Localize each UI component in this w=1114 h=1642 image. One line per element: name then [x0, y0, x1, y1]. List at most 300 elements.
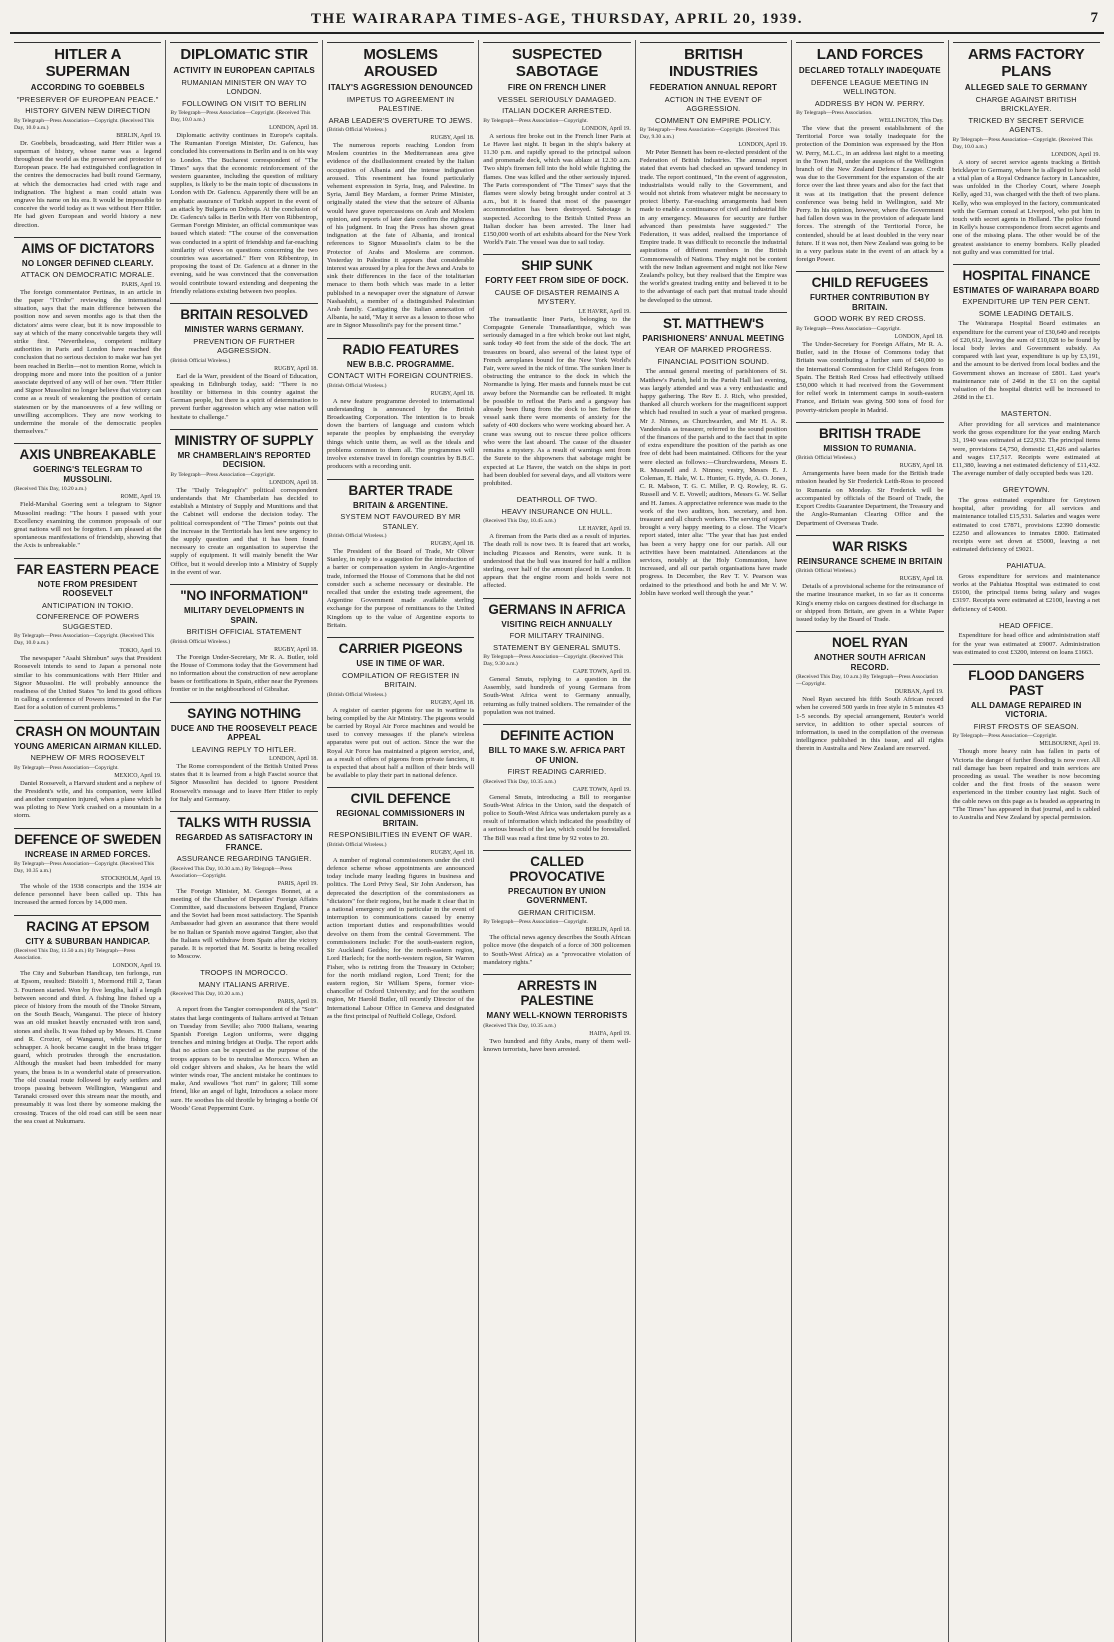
article — [953, 561, 1100, 614]
article — [327, 338, 474, 472]
article-body: A report from the Tangier correspondent of the "Soir" states that large contingents of Italians arrived at Tetuan on Tuesday from Seville; also 7000 Italians, wearing Spanish Foreign Legion uniforms, were digging trenches and mining bridges at Oudja. The report adds that no action can be expected as the purpose of the troops appears to be to neutralise Morocco. When an old codger shivers and shakes, As he hears the wild winter winds roar, The ancient mistake he continues to make, And swallows "hot rum" in galore; Till some friend, like an angel of light, Introduces a solace more sure. He soothes his old throttle by bringing a bottle Of Woods' Great Peppermint Cure. — [170, 1006, 318, 1112]
article-deck: FEDERATION ANNUAL REPORT — [649, 83, 778, 92]
wire-credit: By Telegraph—Press Association—Copyright. (Received This Day, 10.0 a.m.) — [14, 633, 155, 647]
dateline: RUGBY, April 18. — [430, 849, 475, 856]
article-body: The newspaper "Asahi Shimbun" says that President Roosevelt intends to send to Japan a personal note similar to his communications with Herr Hitler and Signor Mussolini. He will probably announce the readiness of the United States "to lend its good offices in calling a conference of Powers interested in the Far East for a solution of current problems." — [14, 655, 162, 712]
wire-credit: (Received This Day, 10.20 a.m.) — [170, 991, 243, 998]
article-headline: HITLER A SUPERMAN — [45, 46, 130, 80]
article — [483, 974, 630, 1054]
dateline: RUGBY, April 18. — [430, 390, 475, 397]
article-headline: BRITISH INDUSTRIES — [668, 46, 758, 80]
article-body: Noel Ryan secured his fifth South African record when he covered 500 yards in free style in 5 minutes 43 1-5 seconds. By special arrangement, Reuter's world service, in addition to other special sources of information, is used in the compilation of the overseas intelligence published in this issue, and all rights therein in Australia and New Zealand are reserved. — [796, 696, 944, 753]
headline-rule — [170, 42, 317, 43]
article — [14, 237, 161, 437]
article-body: The foreign commentator Pertinax, in an article in the paper "l'Ordre" reviewing the international situation, says that the main difference between the position now and seven months ago is that then the dictators' aims were clear, but it is now impossible to say at which of the many conceivable targets they will strike first. "Nevertheless, competent military authorities in Paris and London have reached the conclusion that no serious decision to make war has yet been reached in Berlin—not to mention Rome, which is dropping more and more into the position of a junior associate deprived of any will of her own. "Herr Hitler and Signor Mussolini no longer believe that victory can come as a result of weakening the position of certain statesmen or by the manoeuvres of a few willing or unwilling accomplices. They are now working to undermine the morale of the democratic peoples themselves." — [14, 288, 162, 436]
article-deck: COMMENT ON EMPIRE POLICY. — [654, 115, 772, 125]
dateline: RUGBY, April 18. — [274, 646, 318, 653]
article-deck: BRITISH OFFICIAL STATEMENT — [186, 627, 302, 637]
article-body: Though more heavy rain has fallen in parts of Victoria the danger of further flooding is now over. All rail damage has been repaired and train services are proceeding as usual. The weather is now becoming colder and the first frosts of the season were experienced in the timber country last night. Such of the cable news on this page as is headed as appearing in "The Times" has appeared in that journal, and is cabled to Australia and New Zealand by special permission. — [952, 748, 1100, 822]
masthead-title: THE WAIRARAPA TIMES-AGE, THURSDAY, APRIL 20, 1939. — [310, 11, 804, 27]
article — [640, 312, 787, 598]
article — [170, 968, 317, 1113]
article-deck: REINSURANCE SCHEME IN BRITAIN — [797, 556, 943, 566]
article — [953, 409, 1100, 478]
wire-credit: By Telegraph—Press Association—Copyright. (Received This Day, 10.35 a.m.) — [14, 861, 155, 875]
article — [327, 42, 474, 331]
article-deck: MASTERTON. — [1001, 409, 1052, 419]
headline-rule — [14, 443, 161, 444]
news-column-5 — [636, 40, 792, 1642]
article-deck: CONTACT WITH FOREIGN COUNTRIES. — [327, 371, 474, 381]
article-deck: HISTORY GIVEN NEW DIRECTION — [25, 106, 151, 115]
article — [483, 850, 630, 967]
article-body: Mr Peter Bennett has been re-elected president of the Federation of British Industries. The annual report stated that events had checked an upward tendency in trade. The report continued, "In the event of aggression, industrialists would rally to the Government, and would not shrink from whatever might be necessary to protect liberty. Far-reaching arrangements had been made to enable a continuance of civil and industrial life in any emergency. Measures for security are further advanced than pessimists have suggested." The Federation, it was added, realised the importance of Empire trade. It was difficult to reconcile the industrial aspirations of different members in the British Commonwealth of Nations. They might not be content with the new Indian agreement and might not like New Zealand's policy, but they realised that the Empire was the world's greatest trading entity and believed it to be to the advantage of each part that mutual trade should be developed to the utmost. — [639, 149, 788, 304]
article — [170, 584, 317, 695]
article-deck: PARISHIONERS' ANNUAL MEETING — [642, 333, 785, 343]
dateline: LONDON, April 19. — [581, 125, 631, 132]
article-deck: FOLLOWING ON VISIT TO BERLIN — [181, 98, 307, 108]
article — [953, 621, 1100, 657]
article-headline: CIVIL DEFENCE — [350, 791, 451, 807]
masthead — [10, 6, 1104, 34]
article-headline: TALKS WITH RUSSIA — [177, 815, 311, 831]
article-headline: FAR EASTERN PEACE — [16, 561, 159, 577]
article-deck: GOERING'S TELEGRAM TO MUSSOLINI. — [32, 465, 143, 484]
headline-rule — [953, 42, 1100, 43]
wire-credit: By Telegraph—Press Association—Copyright. — [483, 919, 588, 926]
article-body: After providing for all services and maintenance work the gross expenditure for the year ending March 31, 1940 was estimated at £22,932. The principal items were, provisions £4,750, domestic £1,426 and salaries and wages £17,517. Receipts were estimated at £11,380, leaving a net estimated deficiency of £11,432. The average number of daily occupied beds was 120. — [952, 420, 1100, 478]
dateline: BERLIN, April 19. — [116, 132, 162, 139]
headline-rule — [796, 535, 943, 536]
headline-rule — [953, 664, 1100, 665]
wire-credit: By Telegraph—Press Association—Copyright. — [952, 733, 1058, 740]
article-headline: HOSPITAL FINANCE — [962, 267, 1091, 283]
article-deck: ANTICIPATION IN TOKIO. — [42, 600, 134, 610]
article — [14, 558, 161, 713]
wire-credit: By Telegraph—Press Association—Copyright. — [170, 471, 276, 478]
article-headline: SHIP SUNK — [521, 258, 593, 274]
article-deck: ADDRESS BY HON W. PERRY. — [814, 98, 925, 108]
article-body: The official news agency describes the South African police move (the despatch of a force of 300 policemen to South-West Africa) as a "provocative violation of mandatory rights." — [483, 934, 631, 966]
dateline: MELBOURNE, April 19. — [1039, 741, 1100, 748]
article-deck: TROOPS IN MOROCCO. — [200, 968, 289, 978]
wire-credit: (British Official Wireless.) — [326, 127, 387, 133]
article-body: The "Daily Telegraph's" political correspondent understands that Mr Chamberlain has decided to establish a Ministry of Supply and Munitions and that the Cabinet will endorse the decision today. The political correspondent of "The Times" points out that the increase in the Territorials has lent new urgency to the supply question and that it has been found necessary to create an organisation to supervise the supply of equipment. It will mainly benefit the War Office, but it would develop into a Ministry of Supply in the event of war. — [170, 486, 318, 576]
article-headline: GERMANS IN AFRICA — [488, 601, 626, 617]
article-body: A register of carrier pigeons for use in wartime is being compiled by the Air Ministry. The pigeons would be carried by Royal Air Force machines and would be used to convey messages if the plane's wireless apparatus were put out of action. Since the war the Royal Air Force has maintained a pigeon service, and, as a result of offers of pigeons from private fanciers, it is expected that about half a million of their birds will be available to play their part in national defence. — [326, 706, 475, 780]
article-deck: MANY ITALIANS ARRIVE. — [198, 979, 290, 989]
article — [953, 264, 1100, 403]
article-deck: REGIONAL COMMISSIONERS IN BRITAIN. — [336, 809, 465, 828]
article-deck: FORTY FEET FROM SIDE OF DOCK. — [485, 276, 629, 286]
article-deck: FURTHER CONTRIBUTION BY BRITAIN. — [809, 293, 930, 312]
news-column-4 — [479, 40, 635, 1642]
dateline: CAPE TOWN, April 19. — [572, 669, 631, 676]
article — [483, 724, 630, 843]
article-headline: NOEL RYAN — [831, 635, 908, 651]
article-headline: ARRESTS IN PALESTINE — [517, 978, 597, 1009]
article — [327, 479, 474, 631]
article-deck: NEPHEW OF MRS ROOSEVELT — [30, 753, 145, 763]
wire-credit: (Received This Day, 10.35 a.m.) — [483, 778, 556, 785]
article-deck: MR CHAMBERLAIN'S REPORTED DECISION. — [177, 450, 311, 470]
article-deck: GERMAN CRITICISM. — [518, 907, 596, 917]
dateline: LONDON, April 19. — [1051, 151, 1100, 158]
dateline: CAPE TOWN, April 19. — [572, 786, 631, 793]
wire-credit: By Telegraph—Press Association—Copyright. — [796, 325, 901, 332]
headline-rule — [327, 637, 474, 638]
article-headline: WAR RISKS — [832, 538, 908, 554]
article-headline: BARTER TRADE — [348, 482, 453, 498]
article-deck: ESTIMATES OF WAIRARAPA BOARD — [953, 285, 1100, 295]
headline-rule — [327, 338, 474, 339]
headline-rule — [327, 42, 474, 43]
dateline: LE HAVRE, April 19. — [578, 308, 631, 315]
article-headline: ST. MATTHEW'S — [662, 315, 764, 331]
article-headline: CHILD REFUGEES — [811, 275, 929, 291]
article-deck: NOTE FROM PRESIDENT ROOSEVELT — [37, 579, 138, 599]
article-deck: HEAVY INSURANCE ON HULL. — [501, 506, 613, 516]
wire-credit: (Received This Day, 11.50 a.m.) By Telegraph—Press Association. — [14, 948, 136, 962]
article — [14, 915, 161, 1126]
columns-container — [10, 40, 1104, 1642]
headline-rule — [483, 598, 630, 599]
article-body: Arrangements have been made for the British trade mission headed by Sir Frederick Leith-Ross to proceed to Rumania on Monday. Sir Frederick will be accompanied by officials of the Board of Trade, the Export Credits Guarantee Department, the Treasury and the Anglo-Rumanian Clearing Office and the Department of Overseas Trade. — [796, 470, 944, 527]
article-deck: DUCE AND THE ROOSEVELT PEACE APPEAL — [170, 723, 318, 743]
article-body: Gross expenditure for services and maintenance works at the Pahiatua Hospital was estimated to cost £6100, the principal items being salary and wages £3197. Receipts were estimated at £2100, leaving a net deficiency of £4000. — [952, 572, 1100, 613]
dateline: STOCKHOLM, April 19. — [100, 876, 162, 883]
article-deck: ALLEGED SALE TO GERMANY — [964, 83, 1088, 92]
article-body: A number of regional commissioners under the civil defence scheme whose appointments are announced today include many leading figures in business and politics. The Lord Privy Seal, Sir John Anderson, has deprecated the description of the commissioners as "dictators" for their regions, but he made it clear that in a national emergency and in particular in the event of interruption to communications caused by enemy action important duties and responsibilities would devolve on them from the central Government. The commissioners include: For the south-eastern region, Sir Auckland Geddes; for the north-eastern region, Lord Harlech; for the north-western region, Sir Warren Fisher, who is retiring from the Treasury in October; for the north midland region, Lord Trent; for the eastern region, Sir William Spens, former vice-chancellor of Oxford University; and for the southern region, Mr Harold Butler, till recently Director of the International Labour Office in Geneva and designated as the first principal of Nuffield College, Oxford. — [326, 856, 475, 1020]
dateline: RUGBY, April 18. — [430, 541, 475, 547]
wire-credit: (Received This Day, 10.20 a.m.) — [14, 486, 87, 493]
wire-credit: (Received This Day, 10.35 a.m.) — [483, 1022, 556, 1029]
headline-rule — [483, 850, 630, 851]
article-headline: CRASH ON MOUNTAIN — [15, 723, 160, 739]
article-deck: INCREASE IN ARMED FORCES. — [24, 849, 151, 859]
article — [327, 637, 474, 780]
wire-credit: (British Official Wireless.) — [170, 357, 231, 364]
article-headline: FLOOD DANGERS PAST — [968, 667, 1085, 698]
article-headline: BRITISH TRADE — [818, 425, 921, 441]
headline-rule — [796, 422, 943, 423]
article — [14, 828, 161, 908]
article-deck: VESSEL SERIOUSLY DAMAGED. — [497, 94, 617, 104]
article — [483, 598, 630, 718]
article-headline: AIMS OF DICTATORS — [21, 240, 155, 256]
article — [953, 42, 1100, 257]
article-deck: PAHIATUA. — [1006, 561, 1047, 571]
article-deck: FIRST FROSTS OF SEASON. — [973, 721, 1079, 731]
article-deck: FIRE ON FRENCH LINER — [507, 83, 607, 92]
article-deck: ANOTHER SOUTH AFRICAN RECORD. — [813, 653, 926, 672]
article-headline: DEFINITE ACTION — [500, 728, 614, 744]
article-deck: GREYTOWN. — [1002, 485, 1050, 495]
article-body: Expenditure for head office and administration staff for the year was estimated at £9007. Administration was estimated to cost £3200, interest on loans £1663. — [952, 632, 1100, 656]
article-deck: ITALIAN DOCKER ARRESTED. — [502, 106, 612, 115]
wire-credit: By Telegraph—Press Association. — [796, 110, 873, 116]
headline-rule — [170, 429, 317, 430]
wire-credit: By Telegraph—Press Association—Copyright. (Received This Day, 9.30 a.m.) — [483, 654, 624, 668]
article-body: The view that the present establishment of the Territorial Force was totally inadequate for the protection of the Dominion was expressed by the Hon W. Perry, M.L.C., in an address last night to a meeting in the Town Hall, under the auspices of the Wellington branch of the New Zealand Defence League. Credit was due to the Government for the expansion of the air force over the last three years and also for the fact that it was at its instigation that the present defence conference was being held in Wellington, said Mr Perry. In his opinion, however, where the Government had fallen down was in the provision of adequate land forces. The strength of the Territorial Force, he contended, should be at least doubled in the very near future. If it was not, then New Zealand was going to be in a very parlous state in the event of an attack by a foreign Power. — [796, 125, 944, 264]
article-body: The President of the Board of Trade, Mr Oliver Stanley, in reply to a suggestion for the introduction of a barter or compensation system in Anglo-Argentine trade, informed the House of Commons that he did not consider such a scheme necessary or desirable. He recalled that under the existing trade agreement, the Argentine Government made available sterling exchange for the purpose of remittances to the United Kingdom up to the value of Argentine exports to Britain. — [326, 548, 475, 629]
headline-rule — [170, 702, 317, 703]
article-deck: REGARDED AS SATISFACTORY IN FRANCE. — [175, 833, 313, 852]
headline-rule — [640, 312, 787, 313]
article — [796, 422, 943, 528]
article — [483, 42, 630, 247]
dateline: RUGBY, April 18. — [899, 463, 944, 470]
headline-rule — [327, 479, 474, 480]
article-deck: SYSTEM NOT FAVOURED BY MR STANLEY. — [340, 512, 461, 531]
article — [796, 535, 943, 625]
article-deck: DEATHROLL OF TWO. — [516, 495, 598, 505]
article — [483, 254, 630, 488]
article-deck: IMPETUS TO AGREEMENT IN PALESTINE. — [346, 94, 455, 113]
headline-rule — [14, 42, 161, 43]
headline-rule — [483, 724, 630, 725]
dateline: BERLIN, April 18. — [585, 927, 631, 934]
article-body: A story of secret service agents tracking a British bricklayer to Germany, where he is alleged to have sold a vital plan of a Royal Ordnance factory in Lancashire, was unfolded in the Chorley Court, where Joseph Kelly, aged 31, was charged with the theft of two plans. Kelly, who was employed in the factory, communicated with the German consul at Liverpool, who put him in touch with secret agents in Holland. The police found in Kelly's house correspondence from secret agents and one of the missing plans. The other would be of the greatest assistance to enemy bombers. Kelly pleaded not guilty and was committed for trial. — [952, 158, 1100, 256]
dateline: TOKIO, April 19. — [119, 648, 162, 655]
article — [483, 495, 630, 590]
article-deck: ACCORDING TO GOEBBELS — [30, 83, 145, 92]
article-body: The whole of the 1938 conscripts and the 1934 air defence personnel have been called up. This has increased the armed forces by 14,000 men. — [14, 883, 162, 907]
article-deck: COMPILATION OF REGISTER IN BRITAIN. — [341, 670, 460, 690]
article — [796, 631, 943, 753]
article-headline: MOSLEMS AROUSED — [363, 46, 438, 80]
dateline: HAIFA, April 19. — [589, 1030, 631, 1037]
headline-rule — [14, 720, 161, 721]
article-deck: PRECAUTION BY UNION GOVERNMENT. — [508, 886, 606, 906]
article-deck: ITALY'S AGGRESSION DENOUNCED — [328, 83, 473, 92]
dateline: PARIS, April 19. — [121, 281, 162, 288]
article — [640, 42, 787, 305]
article-deck: HEAD OFFICE. — [999, 620, 1054, 630]
page-number: 7 — [1090, 10, 1098, 26]
article — [170, 429, 317, 577]
article-deck: YOUNG AMERICAN AIRMAN KILLED. — [14, 741, 162, 751]
article — [170, 811, 317, 961]
article-deck: FOR MILITARY TRAINING. — [509, 631, 605, 641]
article-deck: EXPENDITURE UP TEN PER CENT. — [962, 297, 1091, 307]
headline-rule — [170, 303, 317, 304]
article-deck: ATTACK ON DEMOCRATIC MORALE. — [21, 270, 155, 280]
wire-credit: By Telegraph—Press Association—Copyright. — [483, 117, 588, 124]
dateline: MEXICO, April 19. — [114, 772, 162, 779]
article-headline: BRITAIN RESOLVED — [180, 307, 308, 323]
article-body: The transatlantic liner Paris, belonging to the Compagnie Generale Transatlantique, which was seriously damaged in a fire which broke out last night, sank today 40 feet from the side of the dock. The art treasures on board, also several of the latest type of French aeroplanes bound for the New York World's Fair, were saved in the nick of time. The sunken liner is obstructing the entrance to the dock in which the Normandie is lying. Her masts and funnels must be cut away before the Normandie can be refloated. It might be possible to refloat the Paris and a gangway has already been flung from the dock to her. Before the vessel sank there were moments of anxiety for the safety of 400 dockers who were working aboard her. A crane was swung out to rescue three police officers who were the last aboard. The cause of the disaster remains a mystery. As a result of warnings sent from the Surete to the shipowners that sabotage might be expected at Le Havre, the watch on the ships in port had been doubled for several days, and all visitors were prohibited. — [483, 315, 631, 487]
headline-rule — [483, 254, 630, 255]
dateline: RUGBY, April 18. — [899, 576, 944, 583]
dateline: PARIS, April 19. — [277, 880, 318, 887]
article-deck: YEAR OF MARKED PROGRESS. — [654, 345, 772, 355]
dateline: LONDON, April 19. — [112, 963, 162, 970]
dateline: WELLINGTON, This Day. — [879, 118, 944, 124]
article-deck: ACTIVITY IN EUROPEAN CAPITALS — [173, 66, 315, 75]
article-body: General Smuts, replying to a question in the Assembly, said hundreds of young Germans from South-West Africa went to Germany annually, returning as fully trained soldiers. The remainder of the population was not trained. — [483, 676, 631, 716]
article-body: The Foreign Under-Secretary, Mr R. A. Butler, told the House of Commons today that the Government had no information about the construction of new aeroplane bases or fortifications in Spain, either near the Pyrenees frontier or in the neighbourhood of Gibraltar. — [170, 653, 318, 694]
article-deck: ARAB LEADER'S OVERTURE TO JEWS. — [328, 115, 473, 125]
article-deck: FINANCIAL POSITION SOUND. — [657, 356, 770, 366]
article — [953, 485, 1100, 554]
article-headline: DIPLOMATIC STIR — [180, 46, 308, 63]
article — [14, 42, 161, 230]
dateline: LONDON, April 18. — [269, 125, 318, 131]
wire-credit: (Received This Day, 10.45 a.m.) — [483, 518, 556, 525]
article-headline: RACING AT EPSOM — [26, 918, 150, 934]
article-body: A new feature programme devoted to international understanding is announced by the British Broadcasting Corporation. The intention is to break down the barriers of language and custom which separate the peoples by emphasising the everyday things which unite them, as well as the ideals and problems common to them all. The programmes will involve extensive travel in foreign countries by B.B.C. producers with a recording unit. — [326, 397, 475, 471]
headline-rule — [483, 974, 630, 975]
wire-credit: By Telegraph—Press Association—Copyright. (Received This Day, 10.0 a.m.) — [952, 136, 1093, 150]
article-deck: "PRESERVER OF EUROPEAN PEACE." — [16, 94, 159, 104]
article-headline: SAYING NOTHING — [187, 705, 301, 721]
article — [796, 271, 943, 414]
article-deck: USE IN TIME OF WAR. — [356, 659, 445, 669]
headline-rule — [953, 264, 1100, 265]
headline-rule — [327, 787, 474, 788]
headline-rule — [796, 631, 943, 632]
article-headline: CALLED PROVOCATIVE — [509, 853, 605, 884]
wire-credit: (British Official Wireless.) — [326, 691, 387, 698]
article-deck: STATEMENT BY GENERAL SMUTS. — [493, 642, 621, 652]
article — [953, 664, 1100, 822]
article-body: The Under-Secretary for Foreign Affairs, Mr R. A. Butler, said in the House of Commons today that Britain was contributing a further sum of £40,000 to the International Commission for Child Refugees from Spain. The British Red Cross had effectively utilised £50,000 which it had received from the Government for relief work in internment camps in south-eastern France, and Britain was giving 500 tons of food for poverty-stricken people in Madrid. — [796, 340, 944, 414]
news-column-6 — [792, 40, 948, 1642]
article-deck: ALL DAMAGE REPAIRED IN VICTORIA. — [970, 700, 1082, 720]
dateline: PARIS, April 19. — [277, 999, 318, 1006]
article-deck: GOOD WORK BY RED CROSS. — [813, 314, 926, 324]
news-column-1 — [10, 40, 166, 1642]
article — [14, 443, 161, 550]
headline-rule — [14, 828, 161, 829]
wire-credit: (British Official Wireless.) — [796, 455, 856, 462]
article — [170, 702, 317, 805]
article-deck: CAUSE OF DISASTER REMAINS A MYSTERY. — [494, 287, 620, 307]
headline-rule — [640, 42, 787, 43]
wire-credit: (Received This Day, 10 a.m.) By Telegraph—Press Association—Copyright. — [796, 674, 939, 688]
article-headline: LAND FORCES — [816, 46, 923, 63]
dateline: LONDON, April 18. — [269, 479, 318, 486]
headline-rule — [170, 811, 317, 812]
wire-credit: (British Official Wireless.) — [326, 382, 387, 389]
article-body: A fireman from the Paris died as a result of injuries. The death roll is now two. It is feared that art works, including Picassos and Renoirs, were sunk. It is understood that the hull was insured for half a million sterling, over half of the amount placed in London. It appears that the engine room and holds were not affected. — [483, 533, 631, 590]
article-deck: NEW B.B.C. PROGRAMME. — [346, 359, 455, 369]
article-deck: RESPONSIBILITIES IN EVENT OF WAR. — [328, 830, 473, 840]
article-body: A serious fire broke out in the French liner Paris at Le Havre last night. It began in the ship's bakery at 11.30 p.m. and rapidly spread to the principal saloon and promenade deck, which was ablaze at 12.30 a.m. Two ship's firemen fell into the hold while fighting the flames. One was killed and the other seriously injured. The Paris correspondent of "The Times" says that the flames were slowly being brought under control at 3 a.m., but it is feared that most of the passenger accommodation has been destroyed. Sabotage is suspected. According to the British United Press an Italian docker has been arrested. The liner had £150,000 worth of art exhibits aboard for the New York World's Fair. The vessel was due to sail today. — [483, 132, 631, 247]
news-column-7 — [949, 40, 1104, 1642]
article-deck: VISITING REICH ANNUALLY — [501, 619, 613, 629]
article-headline: ARMS FACTORY PLANS — [967, 46, 1085, 80]
article-body: General Smuts, introducing a Bill to reorganise South-West Africa in the Union, said the despatch of police to South-West Africa was undertaken purely as a result of information which indicated the possibility of a serious breach of the law, which could be forestalled. The Bill was read a first time by 92 votes to 20. — [483, 793, 631, 842]
article-body: Two hundred and fifty Arabs, many of them well-known terrorists, have been arrested. — [483, 1037, 631, 1053]
article-headline: AXIS UNBREAKABLE — [19, 447, 156, 463]
article-deck: DEFENCE LEAGUE MEETING IN WELLINGTON. — [811, 77, 929, 96]
dateline: LE HAVRE, April 19. — [578, 526, 631, 533]
article-deck: CITY & SUBURBAN HANDICAP. — [25, 936, 151, 946]
article-body: The annual general meeting of parishioners of St. Matthew's Parish, held in the Parish Hall last evening, was largely attended and was a very enthusiastic and happy gathering. The Rev E. J. Rich, who presided, thanked all church workers for the magnificent support which had resulted in such a year of marked progress. Mr J. Ninnes, as Churchwarden, and Mr H. A. R. Vandersluis as treasurer, referred to the sound position of the finances of the parish and to the fact that in spite of extra expenditure the position of the parish as one free of debt had been maintained. Officers for the year were elected as follows:—Churchwardens, Messrs E. R. Mussnell and J. Ninnes; vestry, Messrs E. J. Coleman, E. Hale, W. L. Hunter, G. Hyde, A. O. Jones, C. R. Mabson, T. G. C. Miller, P. Q. Rowley, R. G. Russell and V. E. Vowell; auditors, Messrs G. W. Sellar and H. James. A appreciative reference was made to the work of the two auditors, hon. secretary, and hon. treasurer and all church workers. The serving of supper brought a very happy meeting to a close. The Vicar's report stated, inter alia: "The year that has just ended has been a very happy one for our parish. All our activities have been maintained. Attendances at the services, notably at the Holy Communion, have increased, and all our parish organisations have made progress. In December, the Rev T. V. Pearson was ordained to the priesthood and both he and Mr V. W. Joblin have worked well through the year." — [639, 368, 788, 597]
dateline: RUGBY, April 18. — [274, 365, 318, 372]
headline-rule — [170, 584, 317, 585]
headline-rule — [483, 42, 630, 43]
article-deck: CHARGE AGAINST BRITISH BRICKLAYER. — [975, 94, 1077, 113]
article-deck: BILL TO MAKE S.W. AFRICA PART OF UNION. — [488, 746, 626, 765]
article-headline: MINISTRY OF SUPPLY — [174, 432, 314, 448]
dateline: RUGBY, April 18. — [430, 135, 475, 141]
article-deck: PREVENTION OF FURTHER AGGRESSION. — [193, 336, 296, 356]
article-deck: NO LONGER DEFINED CLEARLY. — [21, 258, 154, 268]
article-deck: ASSURANCE REGARDING TANGIER. — [176, 854, 312, 864]
article-body: The City and Suburban Handicap, ten furlongs, run at Epsom, resulted: Bistolfi 1, Mormond Hill 2, Taran 3. Fourteen started. Won by five lengths, half a length between second and third. A fishing line fished up a piece of history from the mouth of the Tinoke Stream, on the South Beach, Wanganui. The piece of history was an old musket heavily encrusted with iron sand, stones and shells. It was fished up by Messrs. H. Crane and R. Crozier, of Wanganui, while fishing for schnapper. A hook became caught in the brass trigger guard, which protrudes through the encrustation. Although the musket had been imbedded for many years, the brass is in a wonderful state of preservation. The old coastal route followed by early settlers and troops passing between Wellington, Wanganui and Taranaki crossed over this stream near the mouth, and presumably it was lost there by someone making the crossing. Traces of the old road can still be seen near the sea coast at Nukumaru. — [14, 970, 162, 1125]
article-deck: LEAVING REPLY TO HITLER. — [191, 744, 297, 754]
headline-rule — [14, 915, 161, 916]
dateline: ROME, April 19. — [120, 494, 162, 501]
wire-credit: By Telegraph—Press Association—Copyright. (Received This Day, 9.30 a.m.) — [639, 127, 780, 140]
article-deck: FIRST READING CARRIED. — [507, 767, 607, 777]
article-body: Dr. Goebbels, broadcasting, said Herr Hitler was a superman of history, whose name was a legend throughout the world as the preserver and protector of European peace. He had extinguished conflagration in the centres the democracies had built round Germany, at which the democracies had cried with rage and indignation. The highest a man could attain was engrave his name on his era. It would be impossible to conceive the world today as it was without Herr Hitler. He had given European and world history a new direction. — [14, 139, 162, 229]
article-deck: DECLARED TOTALLY INADEQUATE — [798, 66, 941, 75]
article-deck: CONFERENCE OF POWERS SUGGESTED. — [36, 612, 140, 631]
wire-credit: By Telegraph—Press Association—Copyright. (Received This Day, 10.0 a.m.) — [14, 117, 155, 131]
article-headline: CARRIER PIGEONS — [338, 641, 463, 657]
article-body: Daniel Roosevelt, a Harvard student and a nephew of the President's wife, and his companion, were killed and another companion injured, when a plane which he was piloting to New York crashed on a mountain in a storm. — [14, 779, 162, 820]
article-body: Earl de la Warr, president of the Board of Education, speaking in Edinburgh today, said: "There is no hostility or bitterness in this country against the German people, but there is a spirit of determination to prevent further aggression which any wise nation will hesitate to challenge." — [170, 372, 318, 421]
article — [170, 42, 317, 296]
article-headline: SUSPECTED SABOTAGE — [512, 46, 602, 80]
wire-credit: (British Official Wireless.) — [796, 568, 856, 575]
article-body: The numerous reports reaching London from Moslem countries in the Mediterranean area give evidence of the disillusionment created by the Italian occupation of Albania and the intense indignation aroused. This resentment has found particularly vehement expression in Syria, Iraq, and Palestine. In Syria, Jamil Bey Mardam, a former Prime Minister, originally stated the view that the seizure of Albania would have grave repercussions on Arab and Moslem opinion, and reports of later date confirm the rightness of his judgment. In Iraq the Press has shown great indignation at the fate of Albania, and ironical references to Signor Mussolini's claim to be the Protector of Arabs and Moslems are common. Yesterday in Palestine it appears that considerable interest was aroused by a plea for the Jews and Arabs to sink their differences in the face of the totalitarian menace to them both which was made in a letter published in a newspaper over the signature of Anwar Nashashibi, a member of a distinguished Palestinian Arab family. Castigating the Italian annexation of Albania, he said, "May it serve as a lesson to those who are in Signor Mussolini's pay for the present time." — [326, 142, 475, 330]
article-deck: TRICKED BY SECRET SERVICE AGENTS. — [968, 115, 1084, 134]
article-body: The gross estimated expenditure for Greytown hospital, after providing for all services and maintenance totalled £15,531. Salaries and wages were estimated to cost £7871, provisions £2390 domestic £2250 and allowances to inmates £800. Estimated receipts were set down at £5000, leaving a net estimated deficiency of £9021. — [952, 496, 1100, 554]
headline-rule — [796, 42, 943, 43]
dateline: DURBAN, April 19. — [894, 689, 944, 696]
article — [796, 42, 943, 264]
article — [14, 720, 161, 821]
article-deck: MANY WELL-KNOWN TERRORISTS — [486, 1011, 628, 1021]
article-deck: MILITARY DEVELOPMENTS IN SPAIN. — [184, 606, 305, 625]
dateline: LONDON, April 18. — [894, 333, 944, 340]
headline-rule — [14, 237, 161, 238]
article-body: Diplomatic activity continues in Europe's capitals. The Rumanian Foreign Minister, Dr. Gafencu, has concluded his conversations in Berlin and is on his way to London. The Bucharest correspondent of "The Times" says that the economic reinforcement of the western guarantee, including the question of military supplies, is likely to be the main topic of discussions in London with Dr. Gafencu. Apparently there will be an emphatic assurance of Turkish support in the event of an attack by Bulgaria on Dobruja. At the conclusion of Dr. Gafencu's talks in Berlin with Herr von Ribbentrop, German Foreign Minister, an official communique was issued which stated: "The course of the conversation was conducted in a spirit of friendship and far-reaching similarity of views on questions concerning the two countries was ascertained." Herr von Ribbentrop, in proposing the toast of Dr. Gafencu at a dinner in the evening, said he was convinced that the conversation would contribute toward extending and deepening the friendly relations existing between two peoples. — [170, 132, 318, 295]
dateline: RUGBY, April 18. — [430, 699, 475, 706]
headline-rule — [14, 558, 161, 559]
wire-credit: (British Official Wireless.) — [170, 638, 231, 645]
article-headline: "NO INFORMATION" — [180, 588, 309, 604]
wire-credit: By Telegraph—Press Association—Copyright. (Received This Day, 10.0 a.m.) — [170, 110, 311, 123]
article-deck: BRITAIN & ARGENTINE. — [353, 500, 449, 510]
article-body: The Foreign Minister, M. Georges Bonnet, at a meeting of the Chamber of Deputies' Foreign Affairs Committee, said discussions between England, France and the Soviet had been most satisfactory. The Spanish Ambassador had given an assurance that there would be no Italian or Spanish move against Tangier, also that the Italians will withdraw from Spain after the victory parade. It is reported that M. Souritz is being recalled to Moscow. — [170, 887, 318, 961]
news-column-2 — [166, 40, 322, 1642]
article-deck: ACTION IN THE EVENT OF AGGRESSION. — [664, 94, 763, 113]
wire-credit: By Telegraph—Press Association—Copyright. — [14, 764, 119, 771]
article — [327, 787, 474, 1021]
article-deck: MISSION TO RUMANIA. — [823, 443, 917, 453]
article-body: The Wairarapa Hospital Board estimates an expenditure for the current year of £30,640 and receipts of £20,612, leaving the sum of £10,028 to be found by local body levies and Government subsidy. As compared with last year, expenditure is up by £3,191, and the amount to be derived from local bodies and the Government shows an increase of £801. Last year's maintenance rate of 246d in the £1 on the capital valuation of the hospital district will be increased to .268d in the £1. — [952, 320, 1100, 402]
article-body: Field-Marshal Goering sent a telegram to Signor Mussolini reading: "The hours I passed with your Excellency examining the common proposals of our great nations will not be forgotten. I am pleased at the spontaneous manifestations of friendship, showing that the Axis is unbreakable." — [14, 501, 162, 550]
article-deck: RUMANIAN MINISTER ON WAY TO LONDON. — [181, 77, 307, 96]
wire-credit: (British Official Wireless.) — [326, 533, 387, 539]
dateline: LONDON, April 19. — [738, 142, 788, 148]
article-deck: MINISTER WARNS GERMANY. — [184, 325, 304, 335]
headline-rule — [796, 271, 943, 272]
wire-credit: (Received This Day, 10.30 a.m.) By Telegraph—Press Association—Copyright. — [170, 865, 292, 879]
article-body: The Rome correspondent of the British United Press states that it is learned from a high Fascist source that Signor Mussolini has decided to ignore President Roosevelt's message and to leave Herr Hitler to reply for Italy and Germany. — [170, 763, 318, 803]
article-deck: SOME LEADING DETAILS. — [978, 308, 1074, 318]
dateline: LONDON, April 18. — [269, 756, 318, 763]
article-body: Details of a provisional scheme for the reinsurance of the marine insurance market, in so far as it concerns King's enemy risks on cargoes destined for discharge in or shipped from Britain, are given in a White Paper issued today by the Board of Trade. — [796, 583, 944, 624]
article-headline: RADIO FEATURES — [342, 341, 459, 357]
news-column-3 — [323, 40, 479, 1642]
